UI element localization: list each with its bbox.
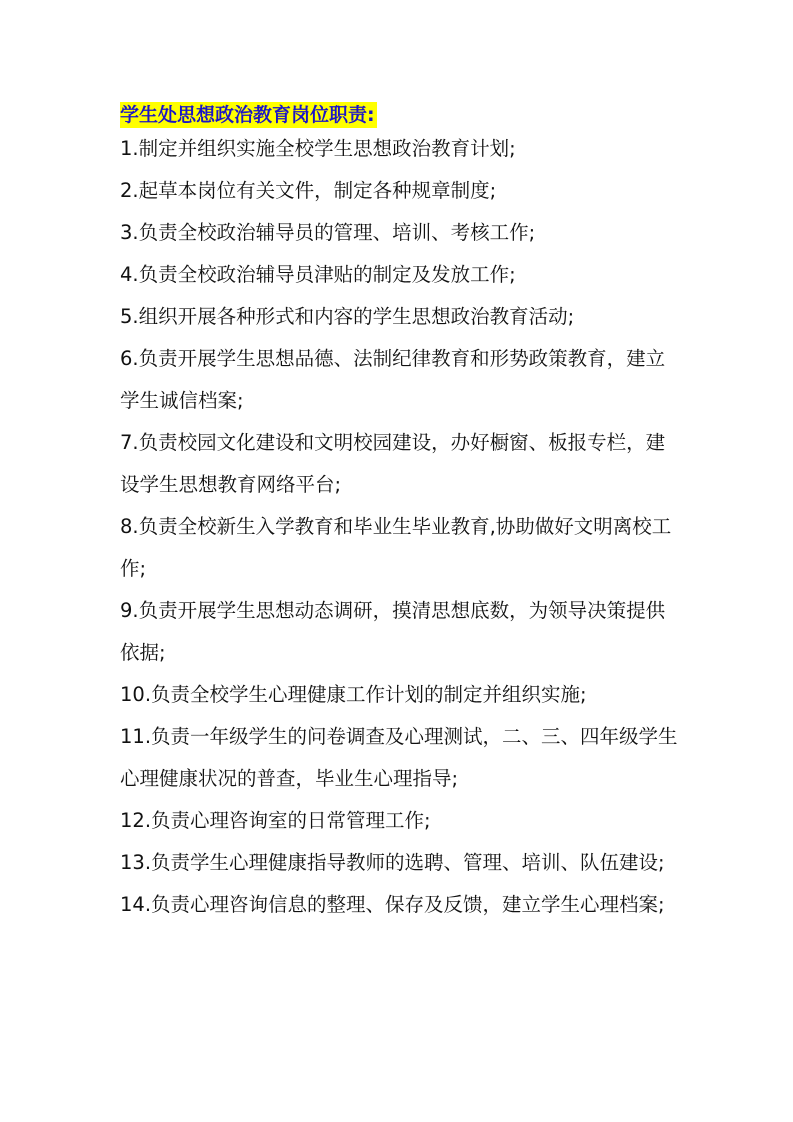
- duty-item-13: 13.负责学生心理健康指导教师的选聘、管理、培训、队伍建设;: [120, 851, 665, 874]
- duty-item-2: 2.起草本岗位有关文件，制定各种规章制度;: [120, 179, 497, 202]
- duty-item-11: 11.负责一年级学生的问卷调查及心理测试，二、三、四年级学生心理健康状况的普查，毕业生心理指导;: [120, 725, 678, 790]
- duty-item-1: 1.制定并组织实施全校学生思想政治教育计划;: [120, 137, 516, 160]
- duty-item-3: 3.负责全校政治辅导员的管理、培训、考核工作;: [120, 221, 536, 244]
- duty-item-10: 10.负责全校学生心理健康工作计划的制定并组织实施;: [120, 683, 587, 706]
- duty-item-4: 4.负责全校政治辅导员津贴的制定及发放工作;: [120, 263, 516, 286]
- duty-item-7: 7.负责校园文化建设和文明校园建设，办好橱窗、板报专栏，建设学生思想教育网络平台;: [120, 431, 666, 496]
- duty-list: [120, 128, 680, 926]
- document-title: 学生处思想政治教育岗位职责:: [120, 104, 375, 126]
- duty-item-9: 9.负责开展学生思想动态调研，摸清思想底数，为领导决策提供依据;: [120, 599, 666, 664]
- duty-item-6: 6.负责开展学生思想品德、法制纪律教育和形势政策教育，建立学生诚信档案;: [120, 347, 666, 412]
- document-body: [120, 100, 680, 926]
- duty-item-8: 8.负责全校新生入学教育和毕业生毕业教育,协助做好文明离校工作;: [120, 515, 672, 580]
- duty-item-14: 14.负责心理咨询信息的整理、保存及反馈，建立学生心理档案;: [120, 893, 665, 916]
- duty-item-5: 5.组织开展各种形式和内容的学生思想政治教育活动;: [120, 305, 575, 328]
- duty-item-12: 12.负责心理咨询室的日常管理工作;: [120, 809, 431, 832]
